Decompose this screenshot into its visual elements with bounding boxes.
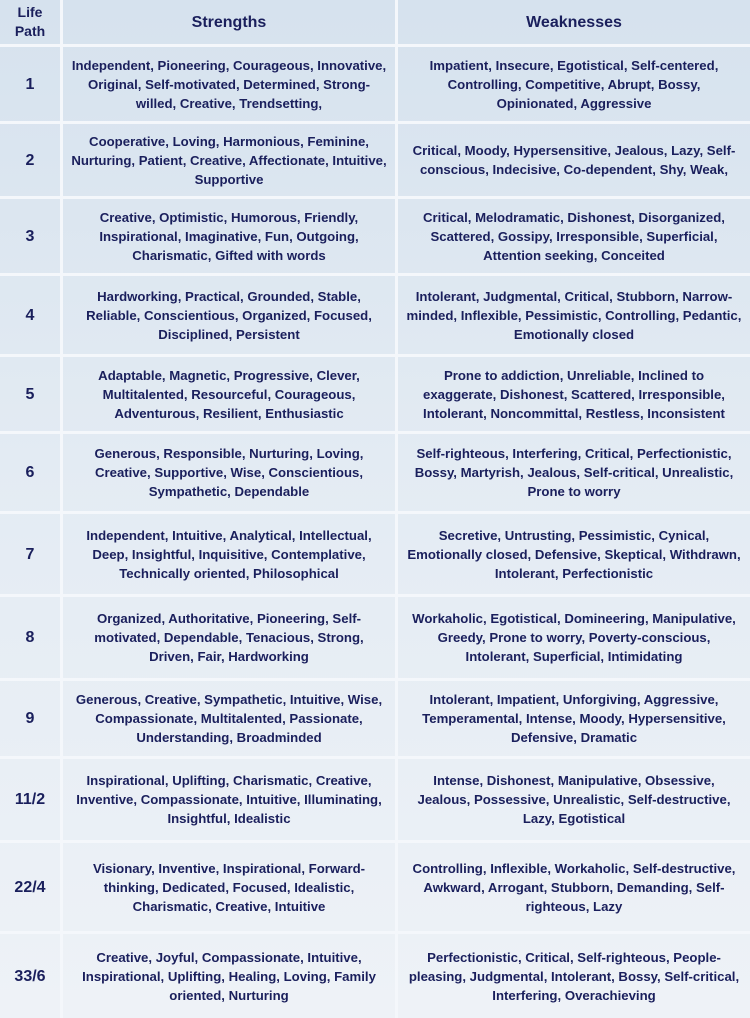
header-weaknesses-label: Weaknesses [526,13,622,31]
strengths-text: Adaptable, Magnetic, Progressive, Clever, Multitalented, Resourceful, Courageous, Adventurous, Resilient, Enthusiastic [98,367,360,421]
strengths-text: Creative, Joyful, Compassionate, Intuitive, Inspirational, Uplifting, Healing, Loving, Family oriented, Nurturing [82,949,376,1003]
weaknesses-text: Intolerant, Judgmental, Critical, Stubborn, Narrow-minded, Inflexible, Pessimistic, Controlling, Pedantic, Emotionally closed [406,288,742,342]
life-path-number [0,681,63,759]
life-path-number [0,357,63,434]
header-weaknesses [398,0,750,47]
weaknesses-cell [398,434,750,514]
weaknesses-cell [398,681,750,759]
life-path-number-text: 11/2 [14,791,46,808]
strengths-text: Independent, Pioneering, Courageous, Innovative, Original, Self-motivated, Determined, Strong-willed, Creative, Trendsetting, [71,57,387,111]
strengths-text: Creative, Optimistic, Humorous, Friendly, Inspirational, Imaginative, Fun, Outgoing, Charismatic, Gifted with words [99,209,359,263]
weaknesses-cell [398,276,750,357]
life-path-number-text: 1 [25,75,35,93]
weaknesses-text: Controlling, Inflexible, Workaholic, Self-destructive, Awkward, Arrogant, Stubborn, Demanding, Self-righteous, Lazy [412,860,736,914]
life-path-number [0,759,63,843]
life-path-number [0,199,63,276]
life-path-number-text: 4 [25,306,35,324]
weaknesses-text: Intolerant, Impatient, Unforgiving, Aggressive, Temperamental, Intense, Moody, Hypersensitive, Defensive, Dramatic [422,692,726,745]
life-path-number-text: 8 [25,629,35,646]
weaknesses-cell [398,47,750,124]
life-path-number-text: 22/4 [14,878,46,896]
strengths-cell [63,759,398,843]
life-path-number [0,434,63,514]
strengths-text: Hardworking, Practical, Grounded, Stable, Reliable, Conscientious, Organized, Focused, Disciplined, Persistent [86,288,372,342]
weaknesses-cell [398,357,750,434]
weaknesses-cell [398,124,750,199]
weaknesses-text: Self-righteous, Interfering, Critical, Perfectionistic, Bossy, Martyrish, Jealous, Self-critical, Unrealistic, Prone to worry [414,446,734,499]
strengths-cell [63,199,398,276]
life-path-number-text: 7 [25,545,35,563]
weaknesses-cell [398,514,750,597]
header-life-path [0,0,63,47]
strengths-text: Generous, Responsible, Nurturing, Loving, Creative, Supportive, Wise, Conscientious, Sympathetic, Dependable [94,446,364,499]
life-path-number-text: 2 [25,151,35,169]
strengths-text: Cooperative, Loving, Harmonious, Feminine, Nurturing, Patient, Creative, Affectionate, Intuitive, Supportive [71,133,387,187]
strengths-text: Visionary, Inventive, Inspirational, Forward-thinking, Dedicated, Focused, Idealistic, Charismatic, Creative, Intuitive [92,860,366,914]
strengths-cell [63,934,398,1018]
strengths-text: Organized, Authoritative, Pioneering, Self-motivated, Dependable, Tenacious, Strong, Driven, Fair, Hardworking [94,611,364,664]
strengths-text: Independent, Intuitive, Analytical, Intellectual, Deep, Insightful, Inquisitive, Contemplative, Technically oriented, Philosophical [86,527,372,581]
strengths-cell [63,276,398,357]
life-path-number-text: 33/6 [14,967,46,985]
weaknesses-cell [398,934,750,1018]
header-life-path-label: Life Path [14,4,46,39]
life-path-number [0,514,63,597]
life-path-number [0,843,63,934]
life-path-number-text: 3 [25,227,35,245]
strengths-text: Generous, Creative, Sympathetic, Intuitive, Wise, Compassionate, Multitalented, Passionate, Understanding, Broadminded [75,692,383,745]
weaknesses-cell [398,759,750,843]
strengths-cell [63,434,398,514]
weaknesses-text: Critical, Melodramatic, Dishonest, Disorganized, Scattered, Gossipy, Irresponsible, Superficial, Attention seeking, Conceited [423,209,725,263]
life-path-number [0,124,63,199]
weaknesses-text: Critical, Moody, Hypersensitive, Jealous, Lazy, Self-conscious, Indecisive, Co-dependent, Shy, Weak, [412,143,736,177]
life-path-number [0,276,63,357]
weaknesses-text: Intense, Dishonest, Manipulative, Obsessive, Jealous, Possessive, Unrealistic, Self-destructive, Lazy, Egotistical [417,773,731,826]
header-strengths-label: Strengths [191,13,267,31]
strengths-text: Inspirational, Uplifting, Charismatic, Creative, Inventive, Compassionate, Intuitive, Illuminating, Insightful, Idealistic [76,773,382,826]
header-strengths [63,0,398,47]
weaknesses-text: Workaholic, Egotistical, Domineering, Manipulative, Greedy, Prone to worry, Poverty-conscious, Intolerant, Superficial, Intimidating [412,611,736,664]
weaknesses-text: Secretive, Untrusting, Pessimistic, Cynical, Emotionally closed, Defensive, Skeptical, Withdrawn, Intolerant, Perfectionistic [407,527,741,581]
strengths-cell [63,514,398,597]
weaknesses-text: Prone to addiction, Unreliable, Inclined to exaggerate, Dishonest, Scattered, Irresponsible, Intolerant, Noncommittal, Restless, Inconsistent [423,367,725,421]
weaknesses-cell [398,597,750,681]
weaknesses-cell [398,199,750,276]
strengths-cell [63,597,398,681]
weaknesses-text: Perfectionistic, Critical, Self-righteous, People-pleasing, Judgmental, Intolerant, Bossy, Self-critical, Interfering, Overachieving [408,949,740,1003]
weaknesses-text: Impatient, Insecure, Egotistical, Self-centered, Controlling, Competitive, Abrupt, Bossy, Opinionated, Aggressive [429,57,719,111]
life-path-number [0,47,63,124]
strengths-cell [63,357,398,434]
life-path-number [0,597,63,681]
weaknesses-cell [398,843,750,934]
life-path-number-text: 5 [25,385,35,403]
life-path-number-text: 6 [25,464,35,481]
strengths-cell [63,681,398,759]
life-path-number-text: 9 [25,710,35,727]
strengths-cell [63,47,398,124]
life-path-number [0,934,63,1018]
strengths-cell [63,124,398,199]
strengths-cell [63,843,398,934]
